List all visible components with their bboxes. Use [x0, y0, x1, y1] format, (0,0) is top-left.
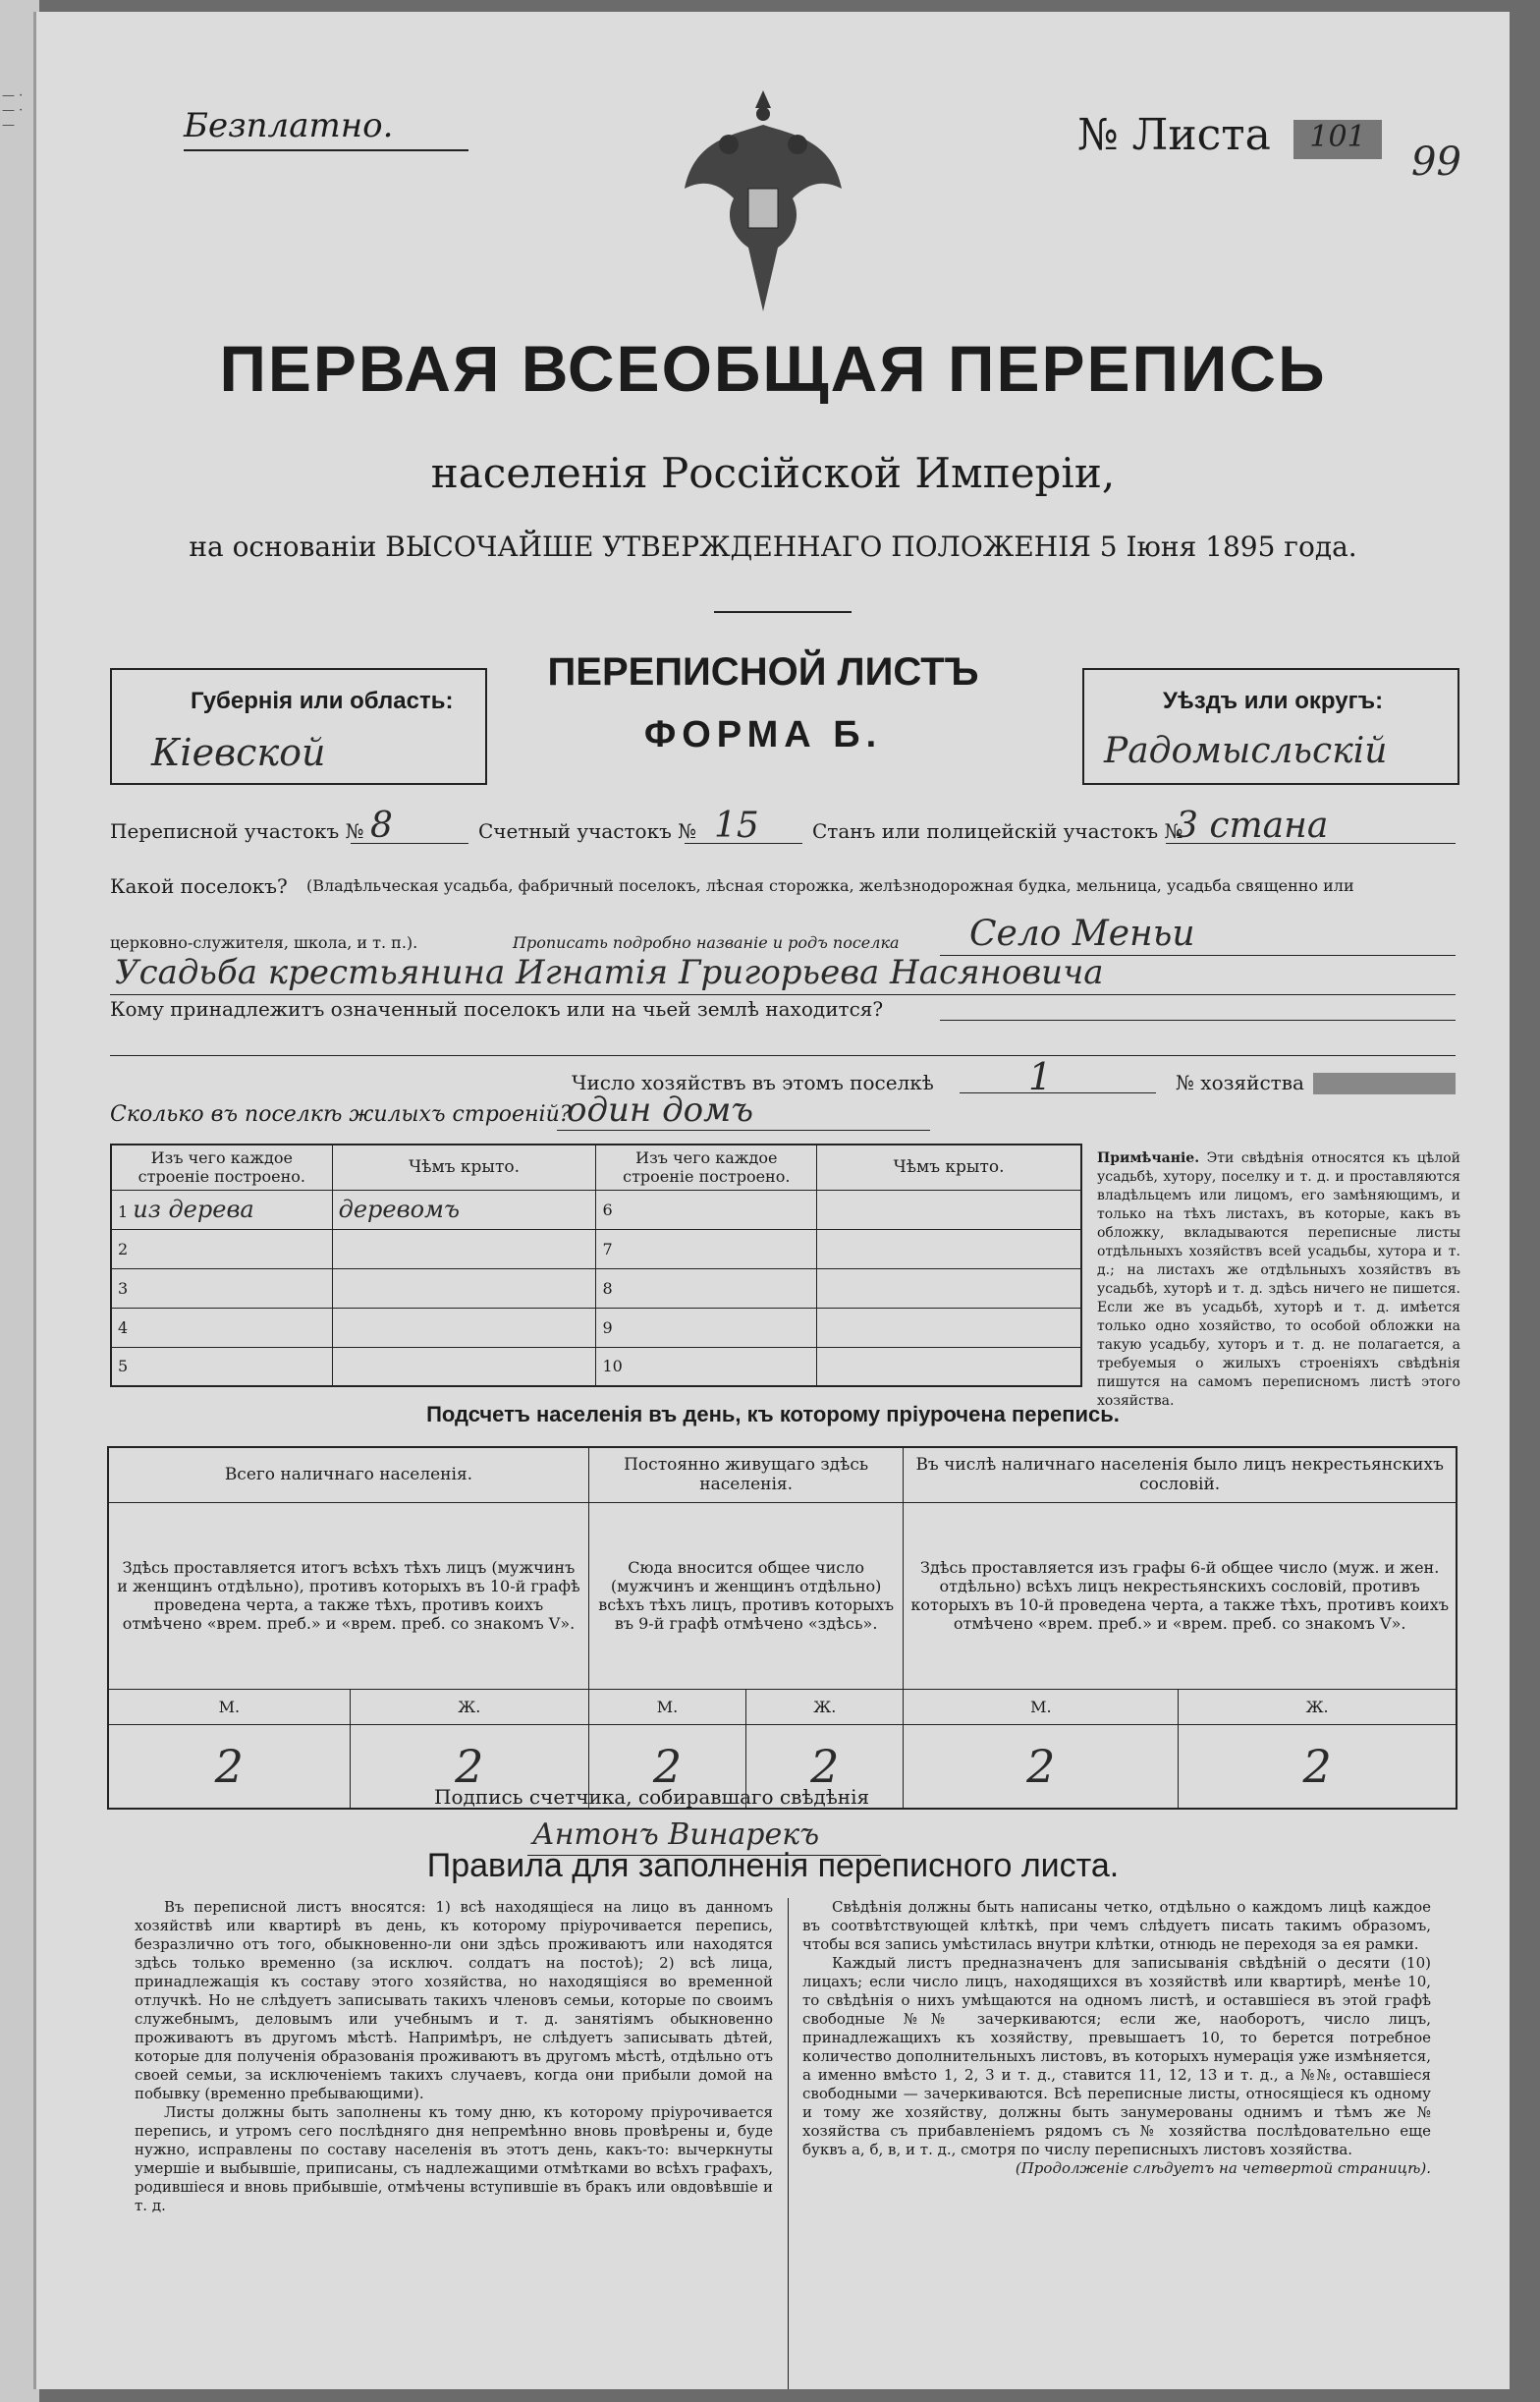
rules-left-p2: Листы должны быть заполнены къ тому дню, къ которому пріурочивается перепись, и утромъ сего послѣдняго дня непремѣнно вновь провѣрены и, буде нужно, исправлены по составу населенія въ этотъ день, какъ-то: вычеркнуты умершіе и выбывшіе, приписаны, съ надлежащими отмѣтками во всѣхъ графахъ, родившіеся и вновь прибывшіе, отмѣчены вступившіе въ бракъ или овдовѣвшіе и т. д. [135, 2103, 773, 2214]
row-4-roof [332, 1308, 596, 1347]
buildings-line [557, 1130, 930, 1131]
row-6-roof [817, 1190, 1081, 1229]
sheet-number-value: 101 [1293, 120, 1382, 159]
resident-female: 2 [746, 1724, 904, 1809]
free-label: Безплатно. [184, 106, 394, 145]
row-10-number: 10 [596, 1347, 817, 1386]
nonpeasant-female: 2 [1179, 1724, 1457, 1809]
district-box [1082, 668, 1459, 785]
count-col2-title: Постоянно живущаго здѣсь населенія. [588, 1447, 903, 1502]
corner-number: 99 [1411, 140, 1461, 185]
census-area-label: Переписной участокъ № [110, 819, 364, 843]
note-block [1097, 1149, 1460, 1411]
signature-label: Подпись счетчика, собиравшаго свѣдѣнія [434, 1785, 870, 1809]
household-no-value-redacted [1313, 1073, 1456, 1094]
settlement-hint-1: (Владѣльческая усадьба, фабричный поселокъ, лѣсная сторожка, желѣзнодорожная будка, мельница, усадьба священно или [306, 876, 1354, 895]
settlement-hint-italic: Прописать подробно названіе и родъ поселка [513, 933, 900, 952]
stan-label: Станъ или полицейскій участокъ № [812, 819, 1183, 843]
page-subtitle: населенія Россійской Имперіи, [430, 449, 1116, 497]
settlement-label: Какой поселокъ? [110, 874, 288, 898]
row-2-number: 2 [111, 1229, 332, 1268]
col-roof-header: Чѣмъ крыто. [332, 1145, 596, 1190]
province-label: Губернія или область: [191, 688, 454, 714]
form-subtitle: ФОРМА Б. [643, 714, 883, 755]
count-title: Подсчетъ населенія въ день, къ которому пріурочена перепись. [426, 1402, 1120, 1426]
households-label: Число хозяйствъ въ этомъ поселкѣ [572, 1071, 934, 1094]
buildings-label: Сколько въ поселкѣ жилыхъ строеній? [110, 1102, 572, 1127]
buildings-table [110, 1144, 1082, 1387]
note-text: Эти свѣдѣнія относятся къ цѣлой усадьбѣ, хутору, поселку и т. д. и проставляются владѣльцемъ или лицомъ, его замѣняющимъ, и только на тѣхъ листахъ, въ которые, какъ въ обложку, вкладываются переписные листы отдѣльныхъ хозяйствъ всей усадьбы, хутора и т. д.; на листахъ же отдѣльныхъ хозяйствъ въ усадьбѣ, хуторѣ и т. д. здѣсь ничего не пишется. Если же въ усадьбѣ, хуторѣ и т. д. имѣется только одно хозяйство, то особой обложки на такую усадьбу, хуторъ и т. д. не полагается, а требуемыя о жилыхъ строеніяхъ свѣдѣнія пишутся на самомъ переписномъ листѣ этого хозяйства. [1097, 1150, 1460, 1409]
note-label: Примѣчаніе. [1097, 1150, 1200, 1166]
form-title: ПЕРЕПИСНОЙ ЛИСТЪ [547, 650, 979, 694]
total-female: 2 [350, 1724, 588, 1809]
census-sheet [33, 12, 1510, 2389]
rules-title: Правила для заполненія переписного листа. [426, 1847, 1120, 1884]
count-table [107, 1446, 1458, 1810]
f-label-3: Ж. [1179, 1689, 1457, 1724]
district-label: Уѣздъ или округъ: [1163, 688, 1384, 714]
signature-value: Антонъ Винарекъ [532, 1817, 820, 1852]
m-label-3: М. [904, 1689, 1179, 1724]
count-col1-title: Всего наличнаго населенія. [108, 1447, 588, 1502]
census-area-line [351, 843, 468, 844]
stan-value: 3 стана [1176, 806, 1329, 846]
households-value: 1 [1028, 1055, 1053, 1098]
row-8-roof [817, 1268, 1081, 1308]
owner-label: Кому принадлежитъ означенный поселокъ или на чьей землѣ находится? [110, 997, 884, 1021]
rules-divider [788, 1898, 789, 2389]
row-8-number: 8 [596, 1268, 817, 1308]
row-6-number: 6 [596, 1190, 817, 1229]
buildings-value: один домъ [567, 1090, 753, 1130]
nonpeasant-male: 2 [904, 1724, 1179, 1809]
f-label-2: Ж. [746, 1689, 904, 1724]
stan-line [1166, 843, 1456, 844]
rules-right-column [802, 1898, 1431, 2178]
row-5-roof [332, 1347, 596, 1386]
count-col2-text: Сюда вносится общее число (мужчинъ и женщинъ отдѣльно) всѣхъ тѣхъ лицъ, противъ которыхъ въ 9-й графѣ отмѣчено «здѣсь». [588, 1502, 903, 1689]
count-col1-text: Здѣсь проставляется итогъ всѣхъ тѣхъ лицъ (мужчинъ и женщинъ отдѣльно), противъ которыхъ въ 10-й графѣ проведена черта, а также тѣхъ, противъ коихъ отмѣчено «врем. преб.» и «врем. преб. со знакомъ V». [108, 1502, 588, 1689]
col-material-header: Изъ чего каждое строеніе построено. [111, 1145, 332, 1190]
row-4-number: 4 [111, 1308, 332, 1347]
back-page-marks: — · — · — [2, 88, 24, 133]
row-9-roof [817, 1308, 1081, 1347]
imperial-eagle-emblem [675, 81, 852, 326]
row-7-roof [817, 1229, 1081, 1268]
col-roof-header-2: Чѣмъ крыто. [817, 1145, 1081, 1190]
row-1-material: из дерева [133, 1196, 254, 1223]
row-10-roof [817, 1347, 1081, 1386]
resident-male: 2 [588, 1724, 745, 1809]
district-value: Радомысльскій [1104, 731, 1388, 771]
counting-area-line [685, 843, 802, 844]
col-material-header-2: Изъ чего каждое строеніе построено. [596, 1145, 817, 1190]
m-label-2: М. [588, 1689, 745, 1724]
row-2-roof [332, 1229, 596, 1268]
rules-right-p1: Свѣдѣнія должны быть написаны четко, отдѣльно о каждомъ лицѣ каждое въ соотвѣтствующей клѣткѣ, при чемъ слѣдуетъ писать такимъ образомъ, чтобы вся запись умѣстилась внутри клѣтки, отнюдь не переходя за ея рамки. [802, 1898, 1431, 1953]
households-line [960, 1092, 1156, 1093]
sheet-number-label: № Листа [1077, 110, 1271, 160]
rules-continued: (Продолженіе слѣдуетъ на четвертой страницѣ). [1015, 2159, 1431, 2177]
counting-area-label: Счетный участокъ № [478, 819, 697, 843]
row-9-number: 9 [596, 1308, 817, 1347]
settlement-hint-2: церковно-служителя, школа, и т. п.). [110, 933, 418, 952]
rules-left-column [135, 1898, 773, 2215]
household-no-label: № хозяйства [1176, 1071, 1304, 1094]
table-row: 1 из дерева [111, 1190, 332, 1229]
row-5-number: 5 [111, 1347, 332, 1386]
total-male: 2 [108, 1724, 350, 1809]
row-7-number: 7 [596, 1229, 817, 1268]
rules-left-p1: Въ переписной листъ вносятся: 1) всѣ находящіеся на лицо въ данномъ хозяйствѣ или квартирѣ въ день, къ которому пріурочивается перепись, безразлично отъ того, обыкновенно-ли они здѣсь проживаютъ или находятся здѣсь только временно (за исключ. солдатъ на постоѣ); 2) всѣ лица, принадлежащія къ составу этого хозяйства, но находящіяся во временной отлучкѣ. Но не слѣдуетъ записывать такихъ членовъ семьи, которые по своимъ служебнымъ, деловымъ или учебнымъ и т. д. занятіямъ обыкновенно проживаютъ въ другомъ мѣстѣ. Напримѣръ, не слѣдуетъ записывать дѣтей, которые для полученія образованія проживаютъ въ другомъ мѣстѣ, отдѣльно отъ своей семьи, за исключеніемъ такихъ случаевъ, когда они прибыли домой на побывку (временно пребывающими). [135, 1898, 773, 2102]
settlement-value-2: Усадьба крестьянина Игнатія Григорьева Насяновича [115, 953, 1104, 992]
row-3-number: 3 [111, 1268, 332, 1308]
counting-area-value: 15 [714, 806, 759, 846]
f-label-1: Ж. [350, 1689, 588, 1724]
row-1-roof: деревомъ [332, 1190, 596, 1229]
owner-line-1 [940, 1020, 1456, 1021]
settlement-value-1: Село Меньи [969, 914, 1195, 954]
settlement-line-2 [110, 994, 1456, 995]
header-divider [714, 611, 852, 613]
page-title: ПЕРВАЯ ВСЕОБЩАЯ ПЕРЕПИСЬ [219, 332, 1327, 405]
legal-basis: на основаніи ВЫСОЧАЙШЕ УТВЕРЖДЕННАГО ПОЛОЖЕНІЯ 5 Іюня 1895 года. [189, 531, 1357, 563]
province-value: Кіевской [151, 731, 326, 774]
province-box [110, 668, 487, 785]
count-col3-text: Здѣсь проставляется изъ графы 6-й общее число (муж. и жен. отдѣльно) всѣхъ лицъ некрестьянскихъ сословій, противъ которыхъ въ 10-й проведена черта, а также тѣхъ, противъ коихъ отмѣчено «врем. преб.» и «врем. преб. со знакомъ V». [904, 1502, 1457, 1689]
owner-line-2 [110, 1055, 1456, 1056]
m-label-1: М. [108, 1689, 350, 1724]
count-col3-title: Въ числѣ наличнаго населенія было лицъ некрестьянскихъ сословій. [904, 1447, 1457, 1502]
free-underline [184, 149, 468, 151]
row-3-roof [332, 1268, 596, 1308]
census-area-value: 8 [370, 806, 393, 846]
rules-right-p2: Каждый листъ предназначенъ для записыванія свѣдѣній о десяти (10) лицахъ; если число лицъ, находящихся въ хозяйствѣ или квартирѣ, менѣе 10, то свѣдѣнія о нихъ умѣщаются на одномъ листѣ, и оставшіеся въ этой графѣ свободные №№ зачеркиваются; если же, наоборотъ, число лицъ, принадлежащихъ къ хозяйству, превышаетъ 10, то берется потребное количество дополнительныхъ листовъ, въ которыхъ нумерація уже измѣняется, а именно вмѣсто 1, 2, 3 и т. д., ставится 11, 12, 13 и т. д., а №№, оставшіеся свободными — зачеркиваются. Всѣ переписные листы, относящіеся къ одному и тому же хозяйству, должны быть занумерованы однимъ и тѣмъ же № хозяйства съ прибавленіемъ рядомъ съ № хозяйства послѣдовательно еще буквъ а, б, в, и т. д., смотря по числу переписныхъ листовъ хозяйства. [802, 1954, 1431, 2158]
